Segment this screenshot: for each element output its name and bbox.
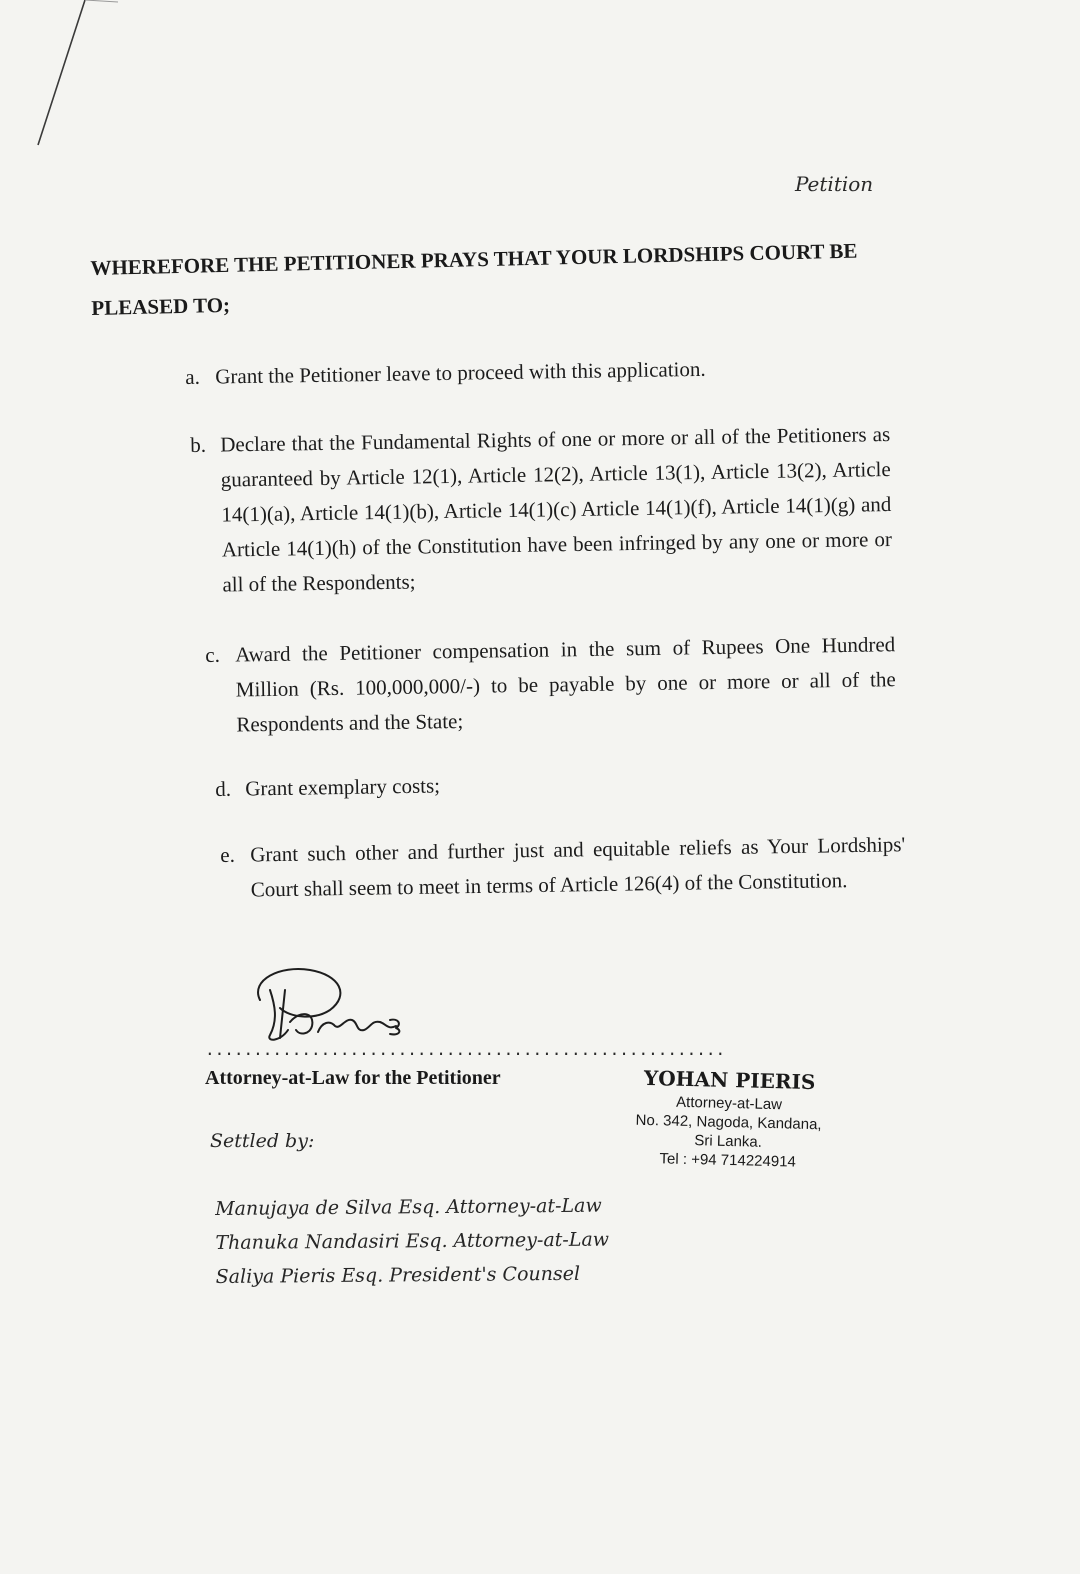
stamp-title: Attorney-at-Law — [675, 1093, 783, 1114]
stamp-address-line: No. 342, Nagoda, Kandana, — [635, 1111, 822, 1134]
settled-by-entry: Thanuka Nandasiri Esq. Attorney-at-Law — [215, 1228, 610, 1254]
relief-text: Award the Petitioner compensation in the sum of Rupees One Hundred Million (Rs. 100,000,000/-) to be payable by one or more or all of the Respondents and the State; — [235, 632, 896, 737]
relief-item-c — [205, 627, 897, 743]
handwritten-signature — [240, 960, 420, 1050]
attorney-stamp — [607, 1063, 849, 1173]
stamp-phone: Tel : +94 714224914 — [659, 1150, 797, 1171]
stamp-address-line: Sri Lanka. — [694, 1132, 763, 1151]
relief-text: Declare that the Fundamental Rights of one or more or all of the Petitioners as guaranteed by Article 12(1), Article 12(2), Article 13(1), Article 13(2), Article 14(1)(a), Article 14(1)(b), Article 14(1)(c) Article 14(1)(f), Article 14(1)(g) and Article 14(1)(h) of the Constitution have been infringed by any one or more or all of the Respondents; — [220, 422, 893, 597]
relief-marker: d. — [215, 776, 232, 801]
settled-by-label: Settled by: — [210, 1130, 315, 1152]
prayer-heading: WHEREFORE THE PETITIONER PRAYS THAT YOUR LORDSHIPS COURT BE PLEASED TO; — [90, 238, 858, 320]
page-fold-edge — [0, 0, 120, 180]
settled-by-entry: Saliya Pieris Esq. President's Counsel — [215, 1262, 581, 1288]
signature-line: ...................................................... — [205, 1040, 726, 1059]
relief-text: Grant such other and further just and equitable reliefs as Your Lordships' Court shall seem to meet in terms of Article 126(4) of the Constitution. — [250, 832, 906, 902]
attorney-label: Attorney-at-Law for the Petitioner — [205, 1067, 501, 1089]
stamp-name: YOHAN PIERIS — [643, 1065, 816, 1095]
relief-marker: e. — [220, 842, 236, 867]
relief-text: Grant exemplary costs; — [245, 773, 441, 801]
settled-by-entry: Manujaya de Silva Esq. Attorney-at-Law — [215, 1194, 602, 1220]
relief-item-e — [220, 827, 906, 908]
relief-item-b — [190, 417, 893, 603]
relief-marker: a. — [185, 364, 201, 389]
settled-by-list — [215, 1189, 609, 1294]
relief-text: Grant the Petitioner leave to proceed with this application. — [215, 356, 706, 389]
relief-marker: b. — [190, 432, 207, 457]
document-header-label: Petition — [795, 172, 874, 196]
relief-item-a — [185, 351, 785, 395]
relief-marker: c. — [205, 642, 221, 667]
relief-item-d — [215, 764, 715, 807]
